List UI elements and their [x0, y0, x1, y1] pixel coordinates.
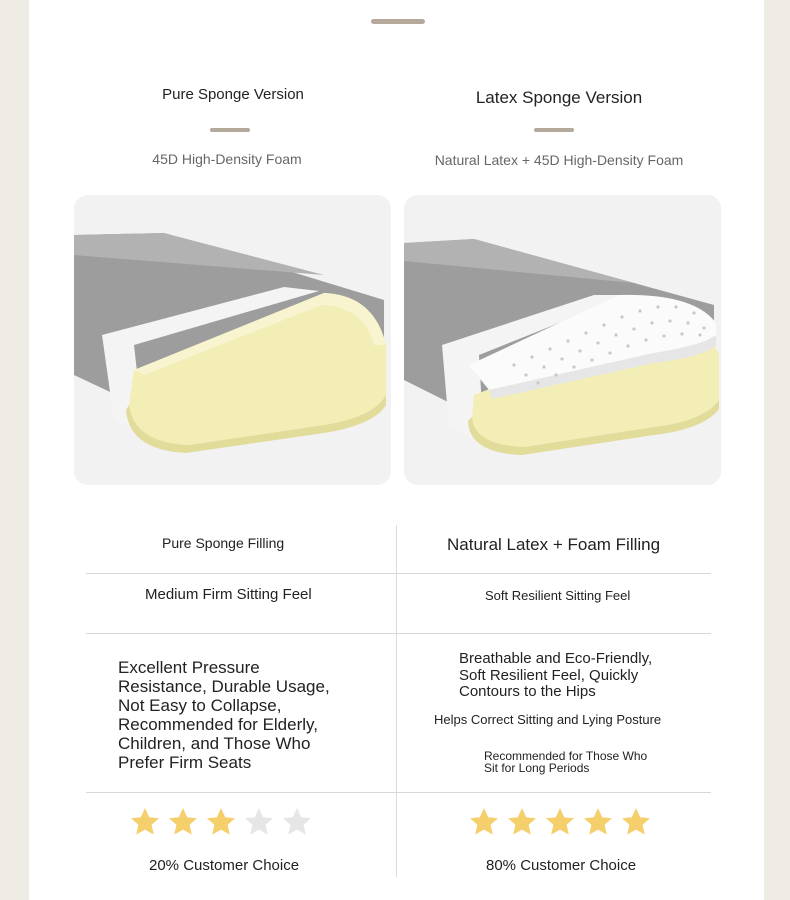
latex-sponge-title: Latex Sponge Version [475, 88, 643, 107]
pure-sponge-cushion-image [74, 195, 391, 485]
pure-sponge-customer-choice: 20% Customer Choice [149, 857, 300, 874]
latex-sponge-feel: Soft Resilient Sitting Feel [485, 588, 631, 603]
latex-sponge-cushion-image [404, 195, 721, 485]
latex-foam-filling: Natural Latex + Foam Filling [447, 535, 661, 554]
table-divider-row-1 [86, 573, 711, 574]
table-divider-row-2 [86, 633, 711, 634]
star-icon [281, 806, 313, 838]
star-icon [544, 806, 576, 838]
latex-sponge-description-1: Breathable and Eco-Friendly, Soft Resilient Feel, Quickly Contours to the Hips [459, 650, 653, 700]
star-icon [620, 806, 652, 838]
title-underline-left [210, 128, 250, 132]
table-divider-row-3 [86, 792, 711, 793]
star-icon [167, 806, 199, 838]
star-icon [205, 806, 237, 838]
pure-sponge-description: Excellent Pressure Resistance, Durable Usage, Not Easy to Collapse, Recommended for Elderly, Children, and Those Who Prefer Firm Seats [118, 658, 330, 772]
table-divider-vertical [396, 525, 397, 877]
star-icon [582, 806, 614, 838]
pure-sponge-filling: Pure Sponge Filling [162, 535, 285, 551]
star-icon [243, 806, 275, 838]
latex-sponge-subtitle: Natural Latex + 45D High-Density Foam [434, 152, 684, 168]
pure-sponge-title: Pure Sponge Version [162, 86, 304, 103]
latex-sponge-customer-choice: 80% Customer Choice [486, 857, 637, 874]
decorative-top-bar [371, 19, 425, 24]
pure-sponge-subtitle: 45D High-Density Foam [152, 151, 302, 167]
pure-sponge-rating [129, 806, 313, 838]
pure-sponge-feel: Medium Firm Sitting Feel [145, 586, 312, 603]
title-underline-right [534, 128, 574, 132]
latex-sponge-description-3: Recommended for Those Who Sit for Long Periods [484, 749, 648, 775]
star-icon [129, 806, 161, 838]
star-icon [506, 806, 538, 838]
latex-sponge-description-2: Helps Correct Sitting and Lying Posture [434, 712, 662, 727]
latex-sponge-rating [468, 806, 652, 838]
star-icon [468, 806, 500, 838]
comparison-card [29, 0, 764, 900]
